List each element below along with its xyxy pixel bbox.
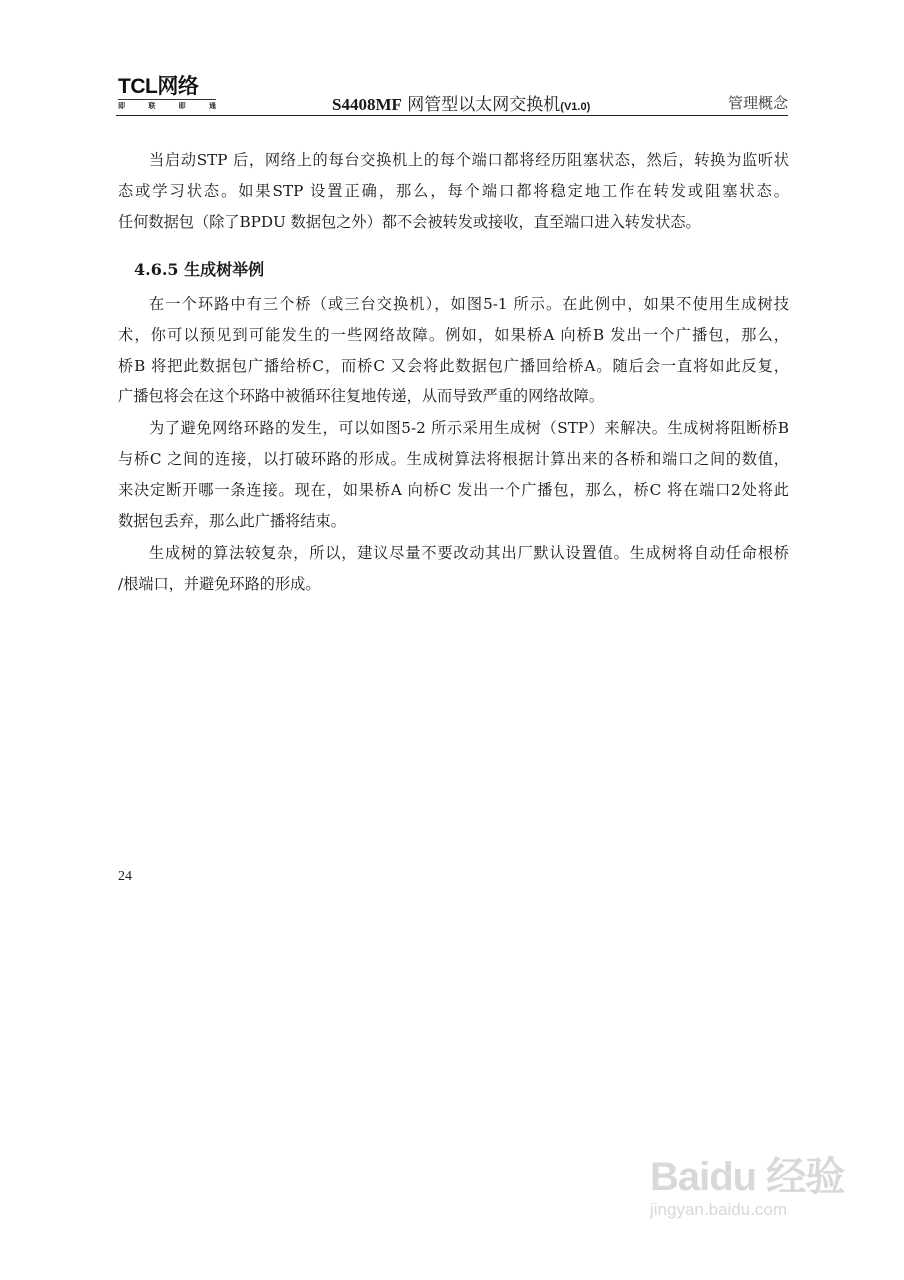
watermark-brand: Baidu 经验 <box>650 1155 845 1199</box>
product-model: S4408MF <box>332 95 402 114</box>
page-number: 24 <box>118 869 132 884</box>
paragraph-line: 当启动STP 后，网络上的每台交换机上的每个端口都将经历阻塞状态，然后，转换为监听状 <box>149 151 789 169</box>
header-section: 管理概念 <box>727 94 788 112</box>
paragraph-line: 在一个环路中有三个桥（或三台交换机），如图5-1 所示。在此例中，如果不使用生成树技 <box>149 295 789 313</box>
header-title <box>332 90 590 115</box>
tcl-logo <box>118 76 216 111</box>
paragraph-line: 任何数据包（除了BPDU 数据包之外）都不会被转发或接收，直至端口进入转发状态。 <box>118 213 701 231</box>
baidu-watermark <box>650 1145 844 1220</box>
paragraph-line: 桥B 将把此数据包广播给桥C，而桥C 又会将此数据包广播回给桥A。随后会一直将如此反复， <box>118 357 789 375</box>
watermark-url: jingyan.baidu.com <box>650 1200 788 1219</box>
paragraph-line: 来决定断开哪一条连接。现在，如果桥A 向桥C 发出一个广播包，那么，桥C 将在端口2处将此 <box>118 481 789 499</box>
product-title: 网管型以太网交换机 <box>401 95 561 115</box>
section-heading: 4.6.5 生成树举例 <box>134 260 265 279</box>
paragraph-line: 广播包将会在这个环路中被循环往复地传递，从而导致严重的网络故障。 <box>118 387 604 405</box>
logo-sub-char: 即 <box>118 103 125 110</box>
paragraph-line: 数据包丢弃，那么此广播将结束。 <box>118 512 346 530</box>
logo-sub-char: 通 <box>208 103 216 110</box>
logo-sub-char: 即 <box>178 103 186 110</box>
logo-sub-char: 联 <box>148 103 156 110</box>
version: (V1.0) <box>560 101 591 113</box>
logo-text: TCL网络 <box>118 75 199 98</box>
paragraph-line: 生成树的算法较复杂，所以，建议尽量不要改动其出厂默认设置值。生成树将自动任命根桥 <box>149 544 789 562</box>
paragraph-line: /根端口，并避免环路的形成。 <box>118 575 321 593</box>
paragraph-line: 术，你可以预见到可能发生的一些网络故障。例如，如果桥A 向桥B 发出一个广播包，那么， <box>118 326 789 344</box>
paragraph-line: 为了避免网络环路的发生，可以如图5-2 所示采用生成树（STP）来解决。生成树将阻断桥B <box>149 419 789 437</box>
paragraph-line: 与桥C 之间的连接，以打破环路的形成。生成树算法将根据计算出来的各桥和端口之间的数值， <box>118 450 789 468</box>
paragraph-line: 态或学习状态。如果STP 设置正确，那么，每个端口都将稳定地工作在转发或阻塞状态。 <box>118 182 789 200</box>
logo-subtitle <box>118 99 216 111</box>
header-divider <box>116 115 788 116</box>
